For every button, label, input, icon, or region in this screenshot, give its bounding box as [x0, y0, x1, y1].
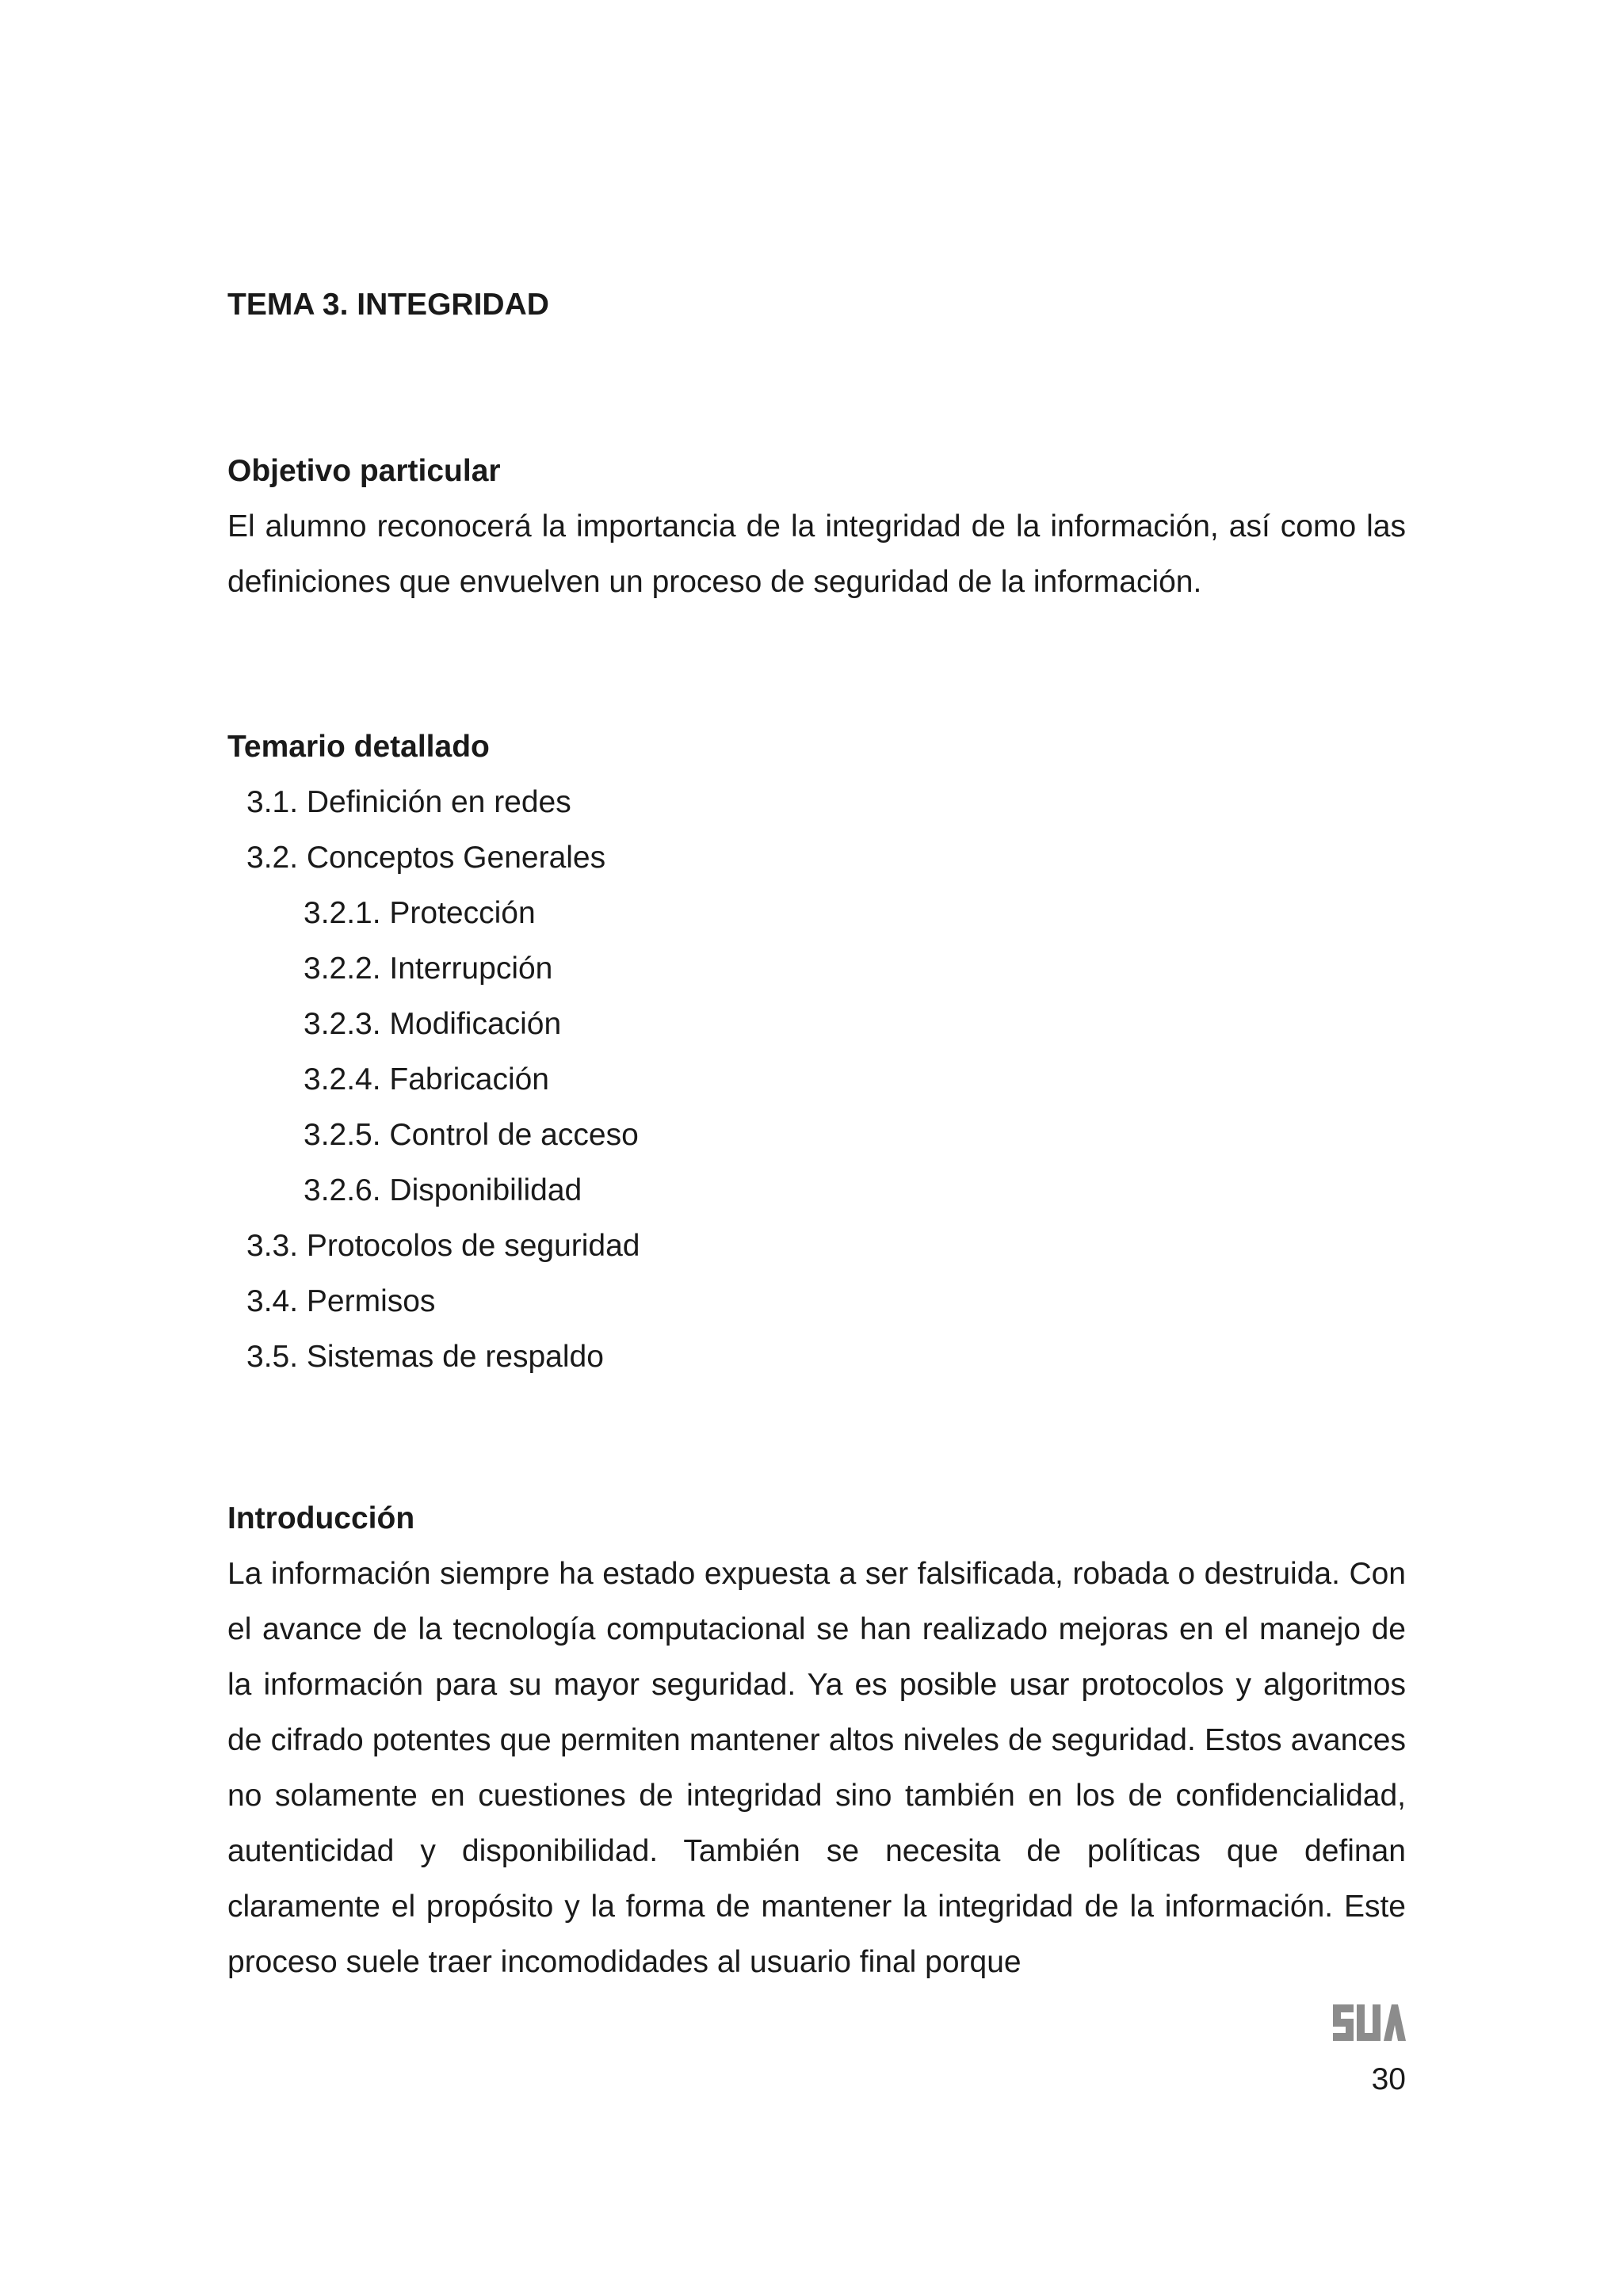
toc-subitem: 3.2.3. Modificación: [304, 1007, 562, 1041]
introduccion-text: La información siempre ha estado expuesta a ser falsificada, robada o destruida. Con el avance de la tecnología computacional se han realizado mejoras en el manejo de la información para su mayor seguridad. Ya es posible usar protocolos y algoritmos de cifrado potentes que permiten mantener altos niveles de seguridad. Estos avances no solamente en cuestiones de integridad sino también en los de confidencialidad, autenticidad y disponibilidad. También se necesita de políticas que definan claramente el propósito y la forma de mantener la integridad de la información. Este proceso suele traer incomodidades al usuario final porque: [227, 1557, 1406, 1979]
toc-subitem: 3.2.5. Control de acceso: [304, 1118, 639, 1152]
toc-subitem: 3.2.2. Interrupción: [304, 952, 553, 986]
page-title: TEMA 3. INTEGRIDAD: [227, 288, 549, 322]
toc-subitem: 3.2.4. Fabricación: [304, 1062, 550, 1097]
objetivo-section: [227, 450, 1406, 610]
toc-item: 3.5. Sistemas de respaldo: [246, 1340, 604, 1374]
introduccion-section: [227, 1497, 1406, 1990]
toc-subitem: 3.2.6. Disponibilidad: [304, 1173, 582, 1207]
temario-list: [227, 775, 1406, 1385]
introduccion-heading: Introducción: [227, 1501, 415, 1535]
temario-heading: Temario detallado: [227, 730, 490, 764]
objetivo-heading: Objetivo particular: [227, 454, 501, 488]
toc-item: 3.3. Protocolos de seguridad: [246, 1229, 640, 1263]
sua-logo-icon: [1331, 2003, 1406, 2042]
temario-section: [227, 726, 1406, 1385]
objetivo-text: El alumno reconocerá la importancia de la integridad de la información, así como las definiciones que envuelven un proceso de seguridad de la información.: [227, 509, 1406, 599]
toc-subitem: 3.2.1. Protección: [304, 896, 536, 930]
toc-item: 3.1. Definición en redes: [246, 785, 571, 819]
page-number: 30: [1371, 2062, 1406, 2096]
toc-item: 3.2. Conceptos Generales: [246, 841, 606, 875]
toc-item: 3.4. Permisos: [246, 1284, 436, 1318]
